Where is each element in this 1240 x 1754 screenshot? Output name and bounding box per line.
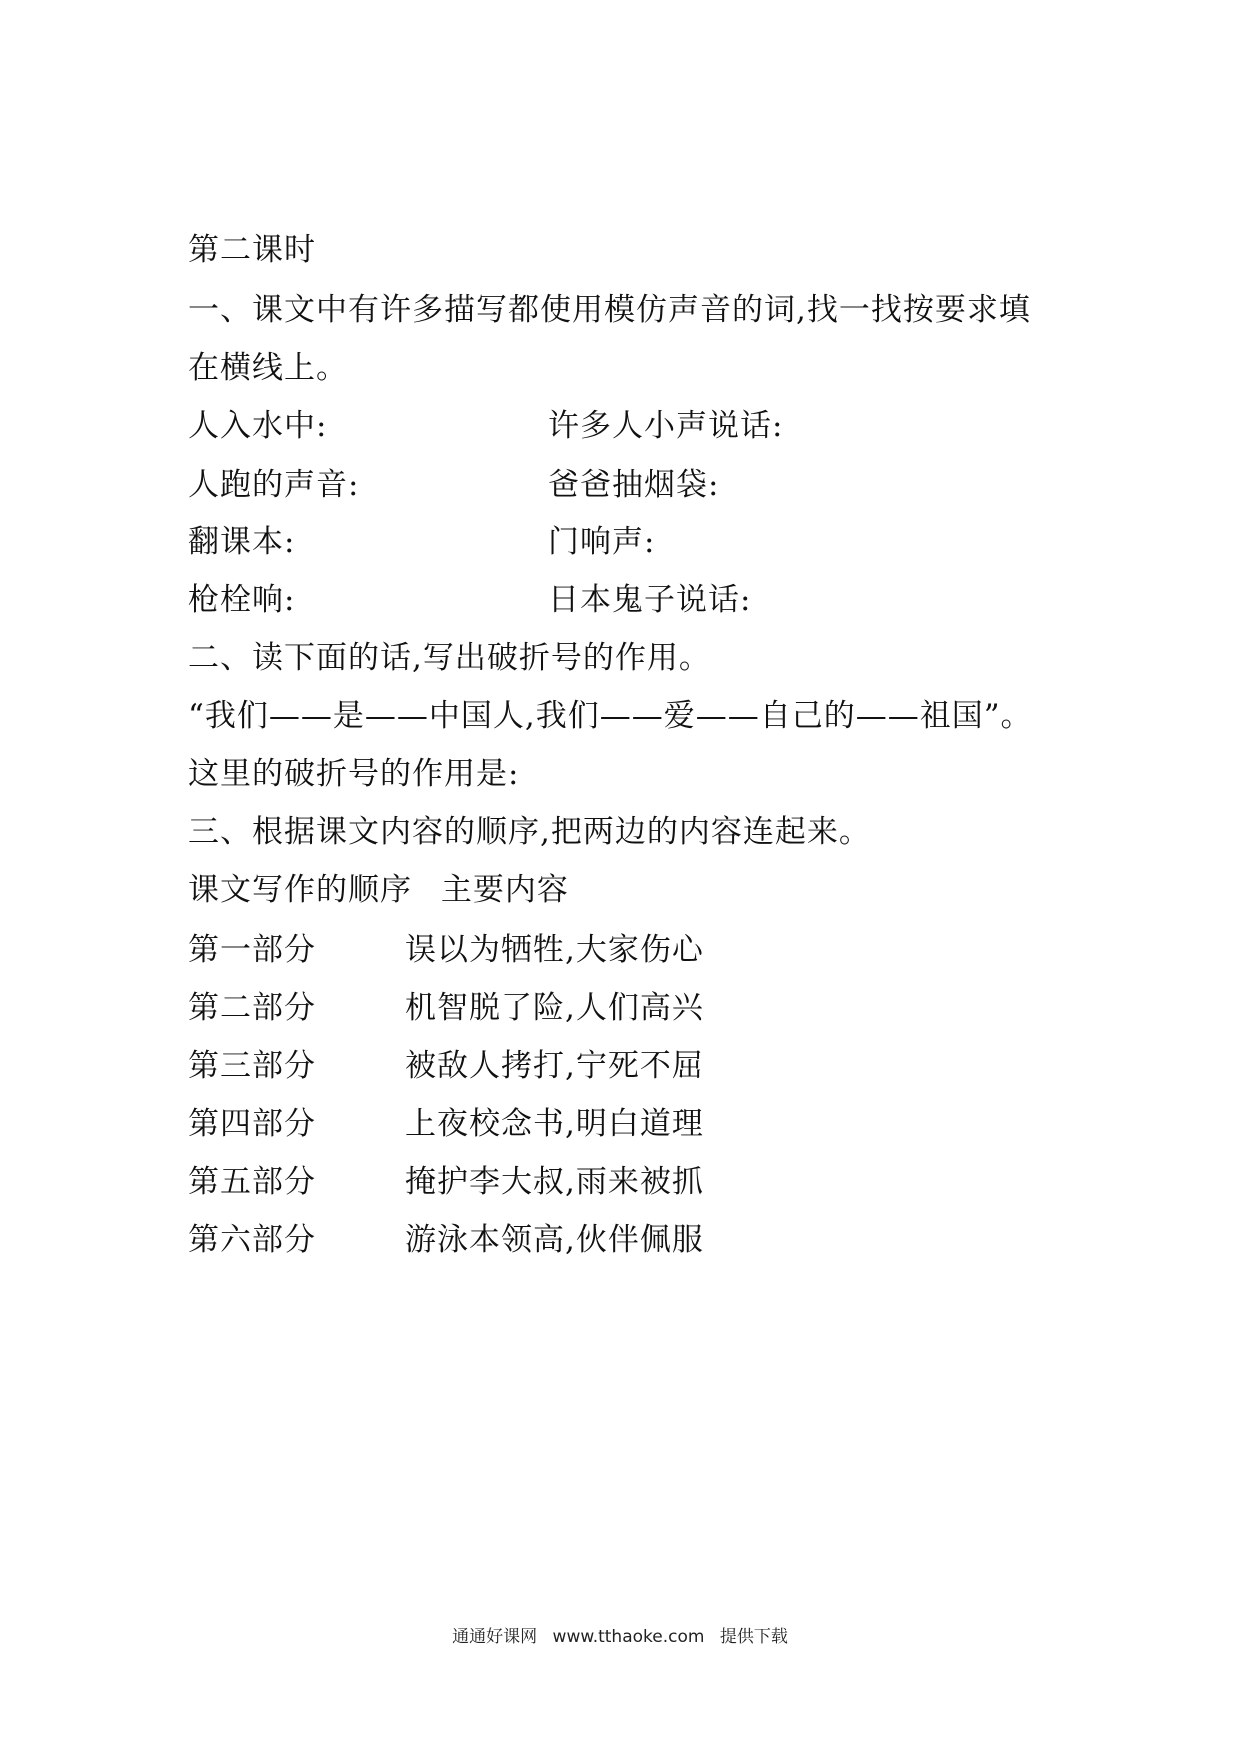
q3-row-left: 第二部分	[188, 990, 316, 1026]
q3-row-right: 误以为牺牲,大家伤心	[405, 932, 704, 968]
q1-prompt-line1: 一、课文中有许多描写都使用模仿声音的词,找一找按要求填	[188, 292, 1031, 328]
footer-site-name: 通通好课网	[452, 1627, 538, 1647]
q3-header	[188, 870, 1088, 910]
q2-quote: “我们——是——中国人,我们——爱——自己的——祖国”。	[188, 698, 1033, 734]
q2-prompt: 二、读下面的话,写出破折号的作用。	[188, 640, 711, 676]
q1-row-right: 日本鬼子说话:	[548, 582, 752, 618]
q3-row-right: 掩护李大叔,雨来被抓	[405, 1164, 704, 1200]
q1-row-right: 门响声:	[548, 524, 656, 560]
q3-row-left: 第六部分	[188, 1222, 316, 1258]
q3-row-left: 第一部分	[188, 932, 316, 968]
q1-row-right: 爸爸抽烟袋:	[548, 467, 720, 503]
q3-row-right: 上夜校念书,明白道理	[405, 1106, 704, 1142]
footer-url[interactable]: www.tthaoke.com	[552, 1627, 705, 1647]
q3-row-right: 游泳本领高,伙伴佩服	[405, 1222, 704, 1258]
q3-row	[188, 1162, 1088, 1202]
q1-row-right: 许多人小声说话:	[548, 408, 784, 444]
q1-row	[188, 522, 1088, 562]
q1-row-left: 人跑的声音:	[188, 467, 360, 503]
q1-prompt-line2: 在横线上。	[188, 350, 348, 386]
q3-row-right: 被敌人拷打,宁死不屈	[405, 1048, 704, 1084]
q3-row	[188, 1046, 1088, 1086]
q3-row	[188, 930, 1088, 970]
q3-row-left: 第四部分	[188, 1106, 316, 1142]
q3-row-left: 第五部分	[188, 1164, 316, 1200]
q2-answer-prompt: 这里的破折号的作用是:	[188, 756, 520, 792]
footer-tail: 提供下载	[719, 1627, 788, 1647]
q1-row-left: 人入水中:	[188, 408, 328, 444]
lesson-title: 第二课时	[188, 232, 316, 268]
q1-row	[188, 406, 1088, 446]
q3-prompt: 三、根据课文内容的顺序,把两边的内容连起来。	[188, 814, 871, 850]
q3-row-right: 机智脱了险,人们高兴	[405, 990, 704, 1026]
q3-row-left: 第三部分	[188, 1048, 316, 1084]
q3-row	[188, 1220, 1088, 1260]
page-footer	[0, 1625, 1240, 1649]
q1-row-left: 枪栓响:	[188, 582, 296, 618]
q1-row	[188, 465, 1088, 505]
q1-row-left: 翻课本:	[188, 524, 296, 560]
q3-header-left: 课文写作的顺序	[188, 872, 412, 908]
q3-row	[188, 1104, 1088, 1144]
q3-header-right: 主要内容	[440, 872, 569, 908]
q3-row	[188, 988, 1088, 1028]
q1-row	[188, 580, 1088, 620]
